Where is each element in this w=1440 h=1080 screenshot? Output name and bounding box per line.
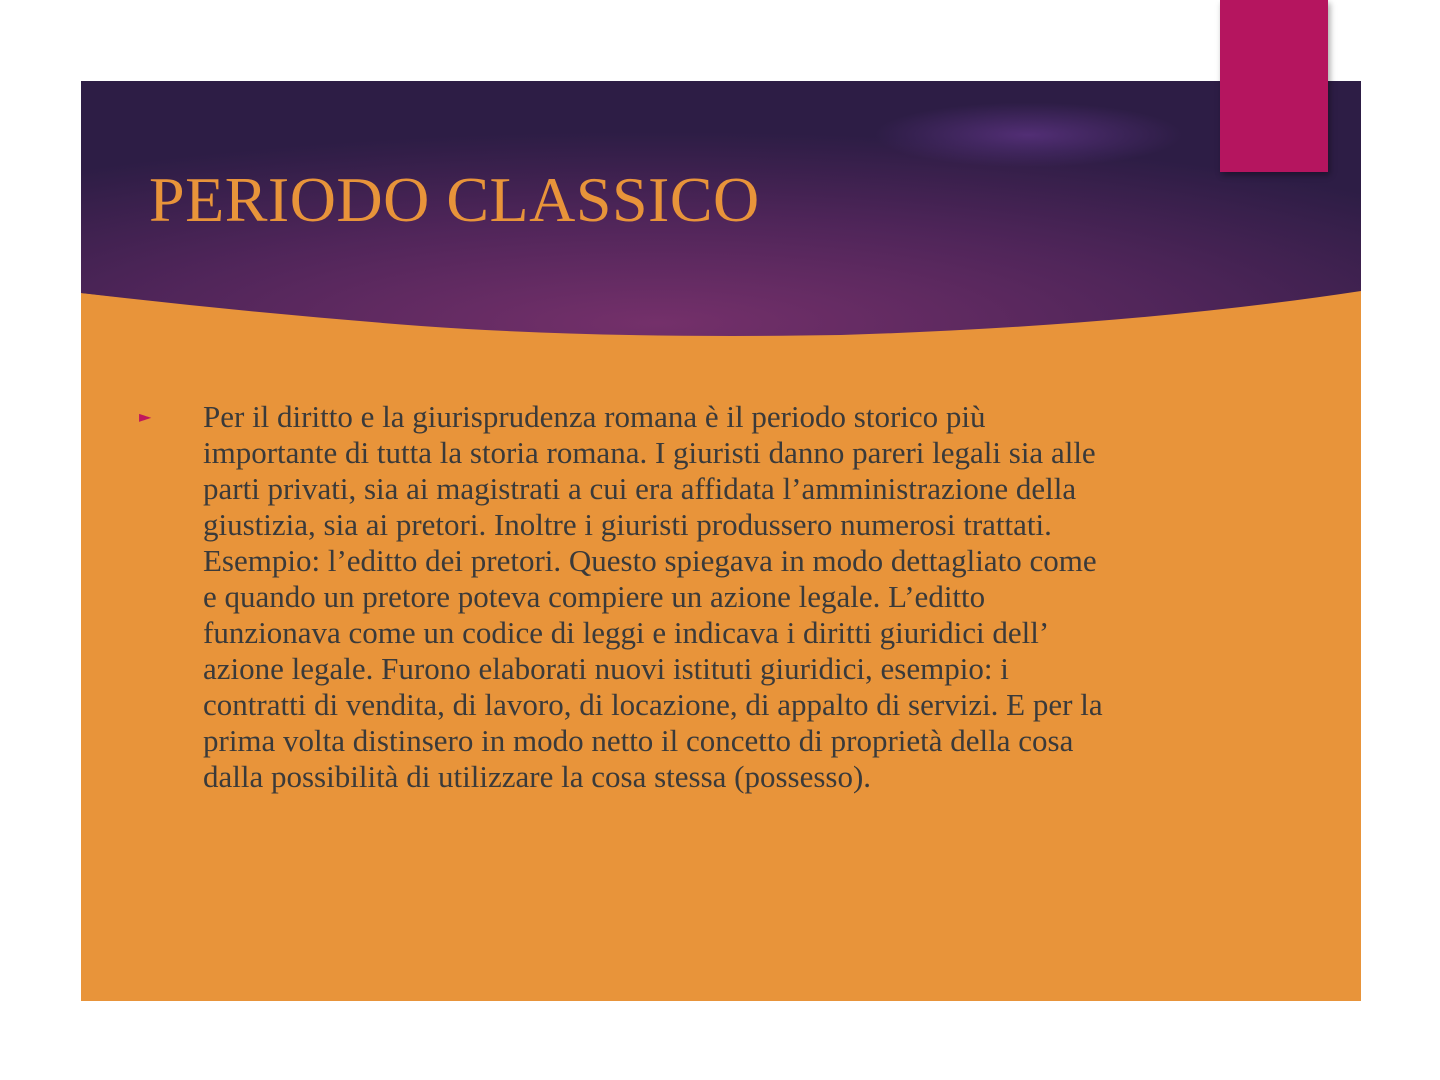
slide-title: PERIODO CLASSICO (149, 164, 760, 235)
triangle-bullet-icon: ► (139, 407, 152, 426)
bullet-item (139, 399, 1119, 795)
bullet-text: Per il diritto e la giurisprudenza romana è il periodo storico più importante di tutta la storia romana. I giuristi danno pareri legali sia alle parti privati, sia ai magistrati a cui era affidata l’amministrazione della giustizia, sia ai pretori. Inoltre i giuristi produssero numerosi trattati. Esempio: l’editto dei pretori. Questo spiegava in modo dettagliato come e quando un pretore poteva compiere un azione legale. L’editto funzionava come un codice di leggi e indicava i diritti giuridici dell’ azione legale. Furono elaborati nuovi istituti giuridici, esempio: i contratti di vendita, di lavoro, di locazione, di appalto di servizi. E per la prima volta distinsero in modo netto il concetto di proprietà della cosa dalla possibilità di utilizzare la cosa stessa (possesso). (203, 399, 1103, 794)
slide-body (139, 399, 1119, 795)
accent-tab (1220, 0, 1328, 172)
slide (81, 81, 1361, 1001)
